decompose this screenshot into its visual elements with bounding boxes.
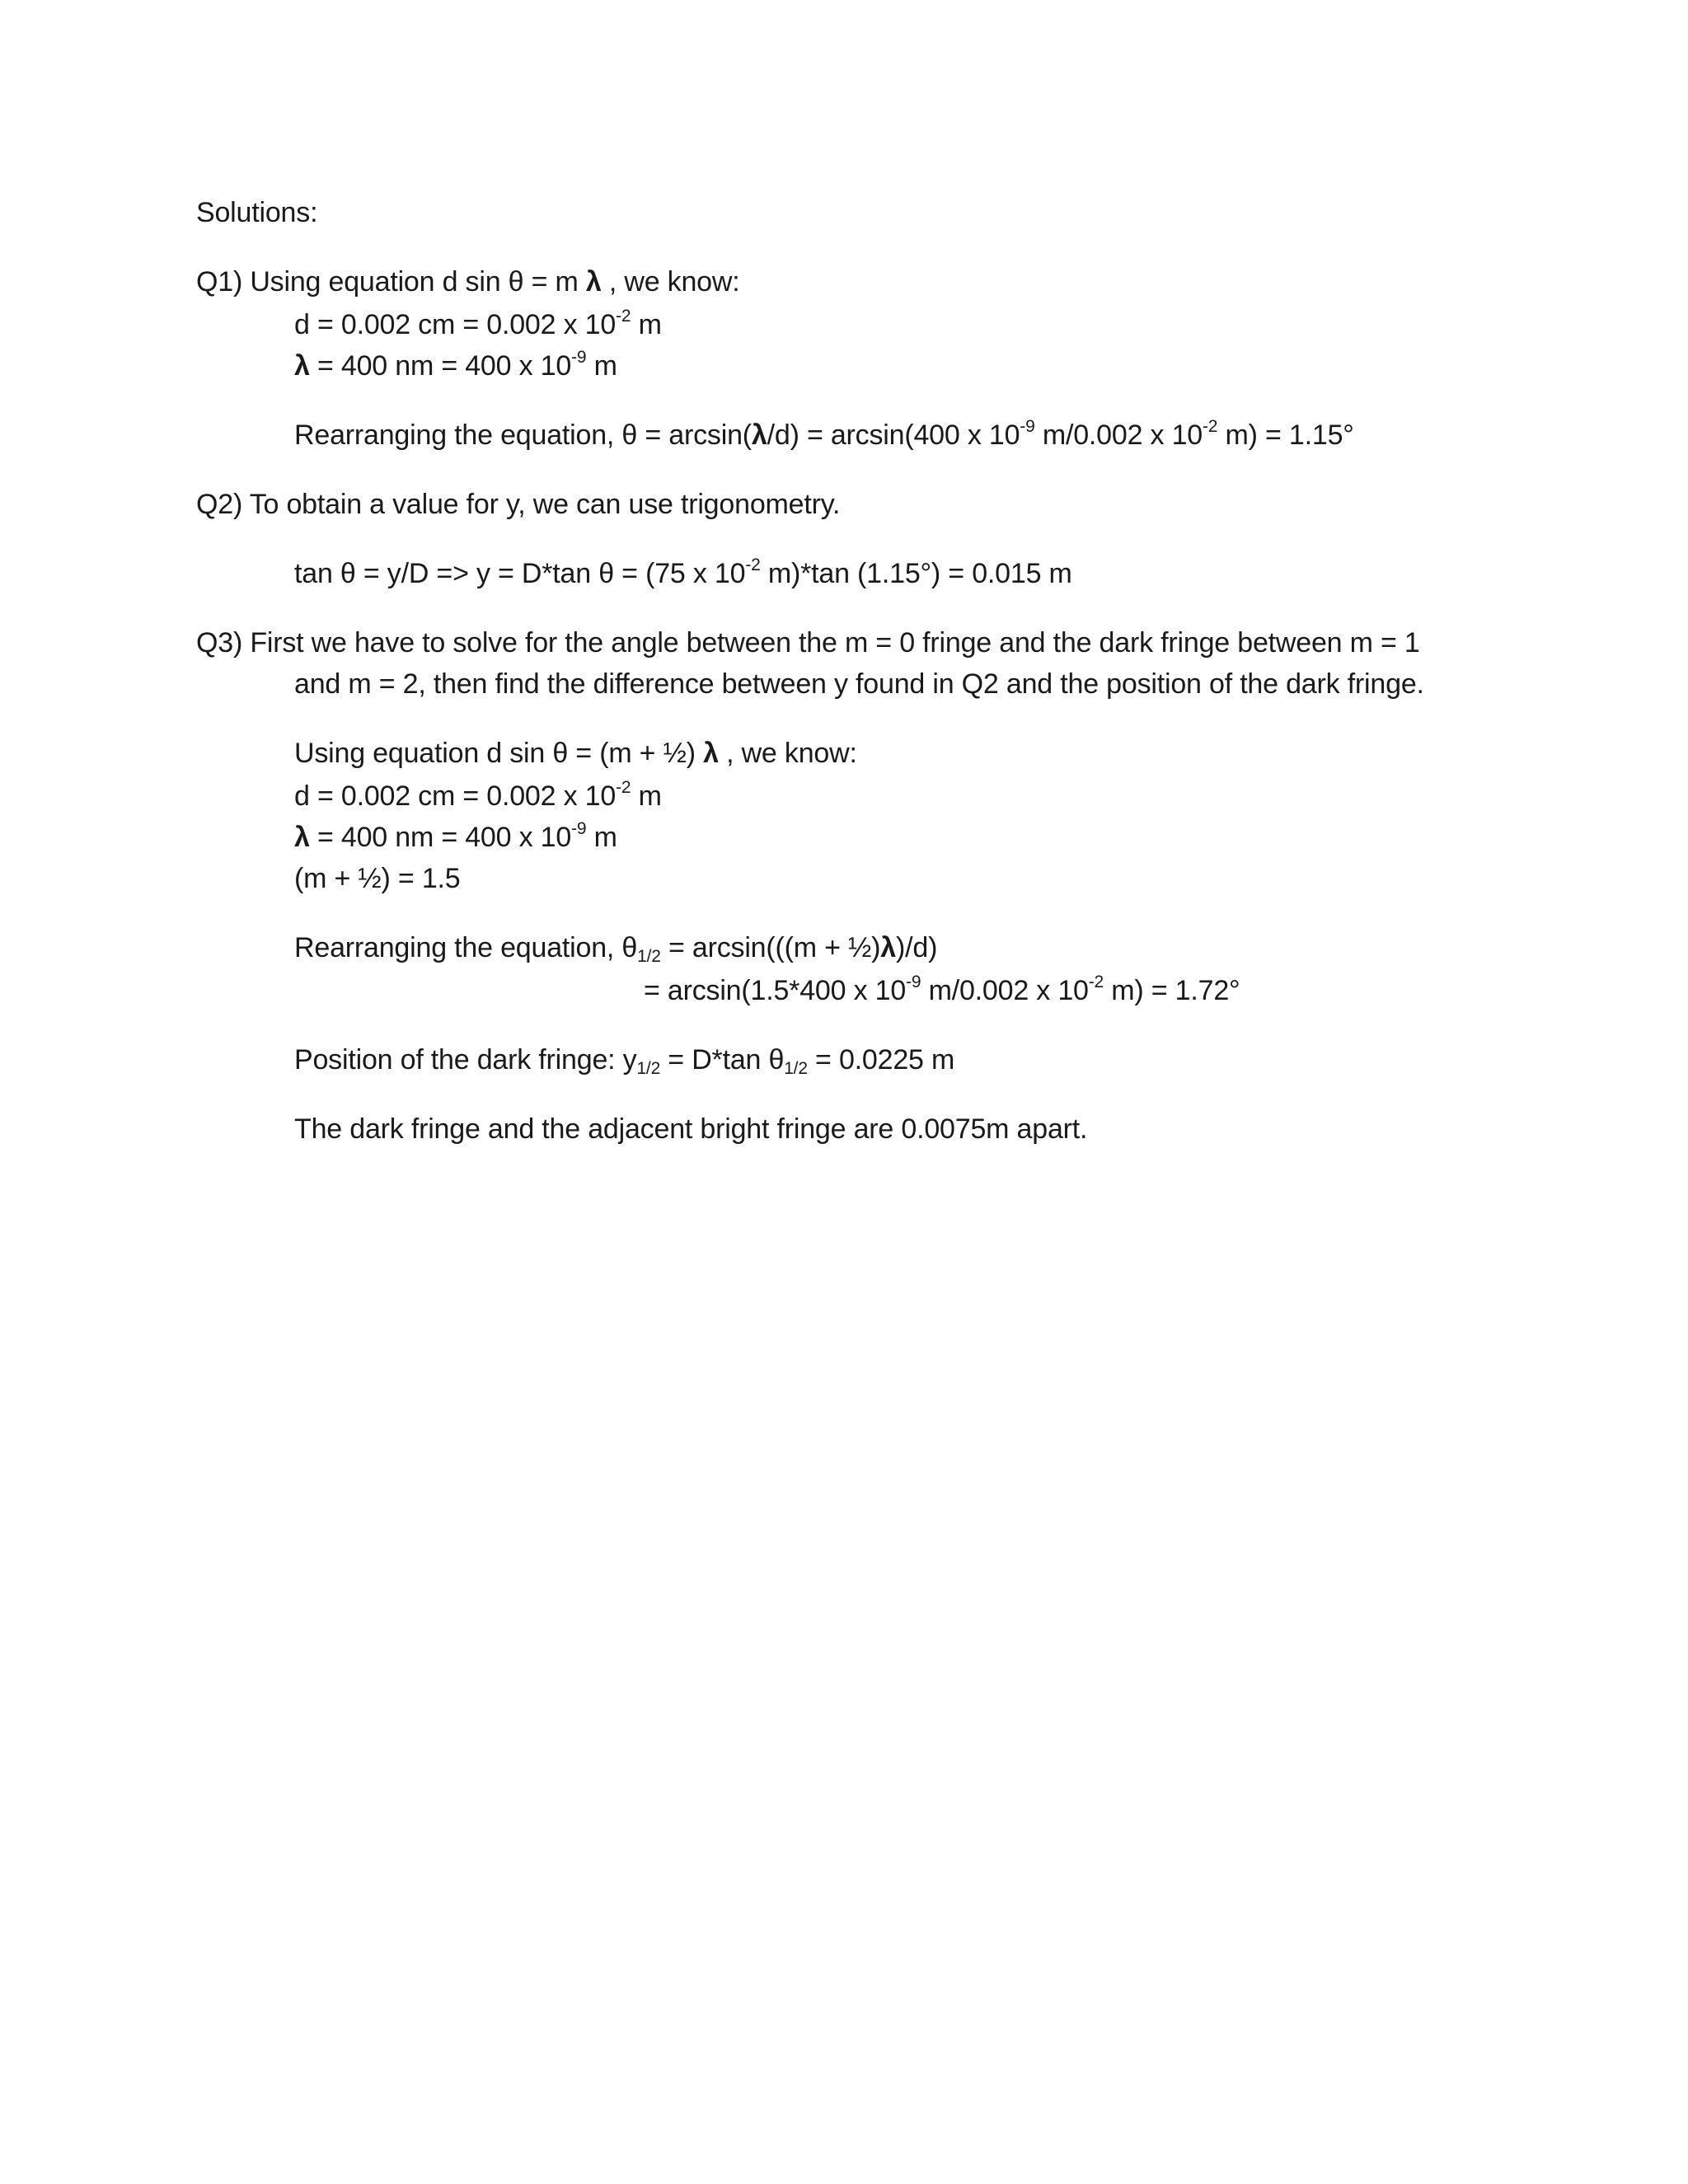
q3-dark-fringe-position <box>294 1042 954 1078</box>
q3-rearr-text: )/d) <box>896 932 938 963</box>
q3-rearranged <box>294 930 937 966</box>
q1-rearr-text: Rearranging the equation, θ = arcsin( <box>294 419 752 451</box>
lambda-symbol: λ <box>294 822 310 853</box>
q2-eq-text: tan θ = y/D => y = D*tan θ = (75 x 10 <box>294 558 746 589</box>
q3-m-half-text: (m + ½) = 1.5 <box>294 863 461 894</box>
q3-using-equation <box>294 735 857 771</box>
q3-intro-line1 <box>196 625 1420 661</box>
q1-intro-suffix: , we know: <box>601 266 740 298</box>
q1-result: m) = 1.15° <box>1217 419 1354 451</box>
q2-equation <box>294 555 1072 592</box>
q3-intro-line2 <box>294 666 1424 702</box>
q1-rearr-text: m/0.002 x 10 <box>1034 419 1203 451</box>
exponent: -9 <box>571 819 587 838</box>
subscript: 1/2 <box>637 947 661 966</box>
q3-lambda-value <box>294 819 617 855</box>
exponent: -2 <box>745 555 761 574</box>
heading-text: Solutions: <box>196 197 318 228</box>
exponent: -2 <box>1203 417 1218 436</box>
q3-conclusion-text: The dark fringe and the adjacent bright fringe are 0.0075m apart. <box>294 1113 1088 1145</box>
q3-rearr2-text: m/0.002 x 10 <box>921 975 1089 1006</box>
q3-result-angle: m) = 1.72° <box>1104 975 1240 1006</box>
q1-intro-text: Q1) Using equation d sin θ = m <box>196 266 579 298</box>
exponent: -9 <box>1020 417 1035 436</box>
q1-d-text: d = 0.002 cm = 0.002 x 10 <box>294 309 617 340</box>
q3-text: Q3) First we have to solve for the angle between the m = 0 fringe and the dark fringe between m = 1 <box>196 627 1420 658</box>
q3-lambda-text: = 400 nm = 400 x 10 <box>309 822 572 853</box>
q3-rearr-text: = arcsin(((m + ½) <box>660 932 881 963</box>
q1-d-value <box>294 307 662 343</box>
lambda-symbol: λ <box>585 266 602 298</box>
q3-rearr-text: Rearranging the equation, θ <box>294 932 638 963</box>
q1-rearranged <box>294 417 1354 453</box>
lambda-symbol: λ <box>880 932 897 963</box>
q1-rearr-text: /d) = arcsin(400 x 10 <box>767 419 1020 451</box>
q3-m-half <box>294 860 460 897</box>
subscript: 1/2 <box>784 1059 808 1078</box>
q3-using-suffix: , we know: <box>718 738 857 769</box>
q2-result: m)*tan (1.15°) = 0.015 m <box>760 558 1072 589</box>
exponent: -2 <box>1088 972 1104 991</box>
q3-pos-text: Position of the dark fringe: y <box>294 1044 637 1076</box>
unit: m <box>631 780 662 812</box>
lambda-symbol: λ <box>294 350 310 382</box>
q3-using-text: Using equation d sin θ = (m + ½) <box>294 738 696 769</box>
q3-d-text: d = 0.002 cm = 0.002 x 10 <box>294 780 617 812</box>
unit: m <box>631 309 662 340</box>
lambda-symbol: λ <box>751 419 767 451</box>
solutions-heading <box>196 194 317 231</box>
unit: m <box>586 822 617 853</box>
q3-rearr2-text: = arcsin(1.5*400 x 10 <box>644 975 907 1006</box>
lambda-symbol: λ <box>703 738 719 769</box>
q1-lambda-value <box>294 348 617 384</box>
exponent: -2 <box>616 307 631 326</box>
unit: m <box>586 350 617 382</box>
q3-pos-text: = D*tan θ <box>660 1044 785 1076</box>
q1-intro <box>196 264 740 300</box>
q2-intro <box>196 486 840 523</box>
q3-d-value <box>294 778 662 814</box>
exponent: -9 <box>906 972 921 991</box>
q3-conclusion <box>294 1111 1087 1147</box>
q3-text: and m = 2, then find the difference between y found in Q2 and the position of the dark fringe. <box>294 668 1424 700</box>
q3-pos-result: = 0.0225 m <box>807 1044 955 1076</box>
q1-lambda-text: = 400 nm = 400 x 10 <box>309 350 572 382</box>
exponent: -2 <box>616 778 631 797</box>
q3-rearranged-result <box>644 972 1240 1009</box>
q2-intro-text: Q2) To obtain a value for y, we can use trigonometry. <box>196 489 841 520</box>
subscript: 1/2 <box>636 1059 661 1078</box>
exponent: -9 <box>571 348 587 367</box>
